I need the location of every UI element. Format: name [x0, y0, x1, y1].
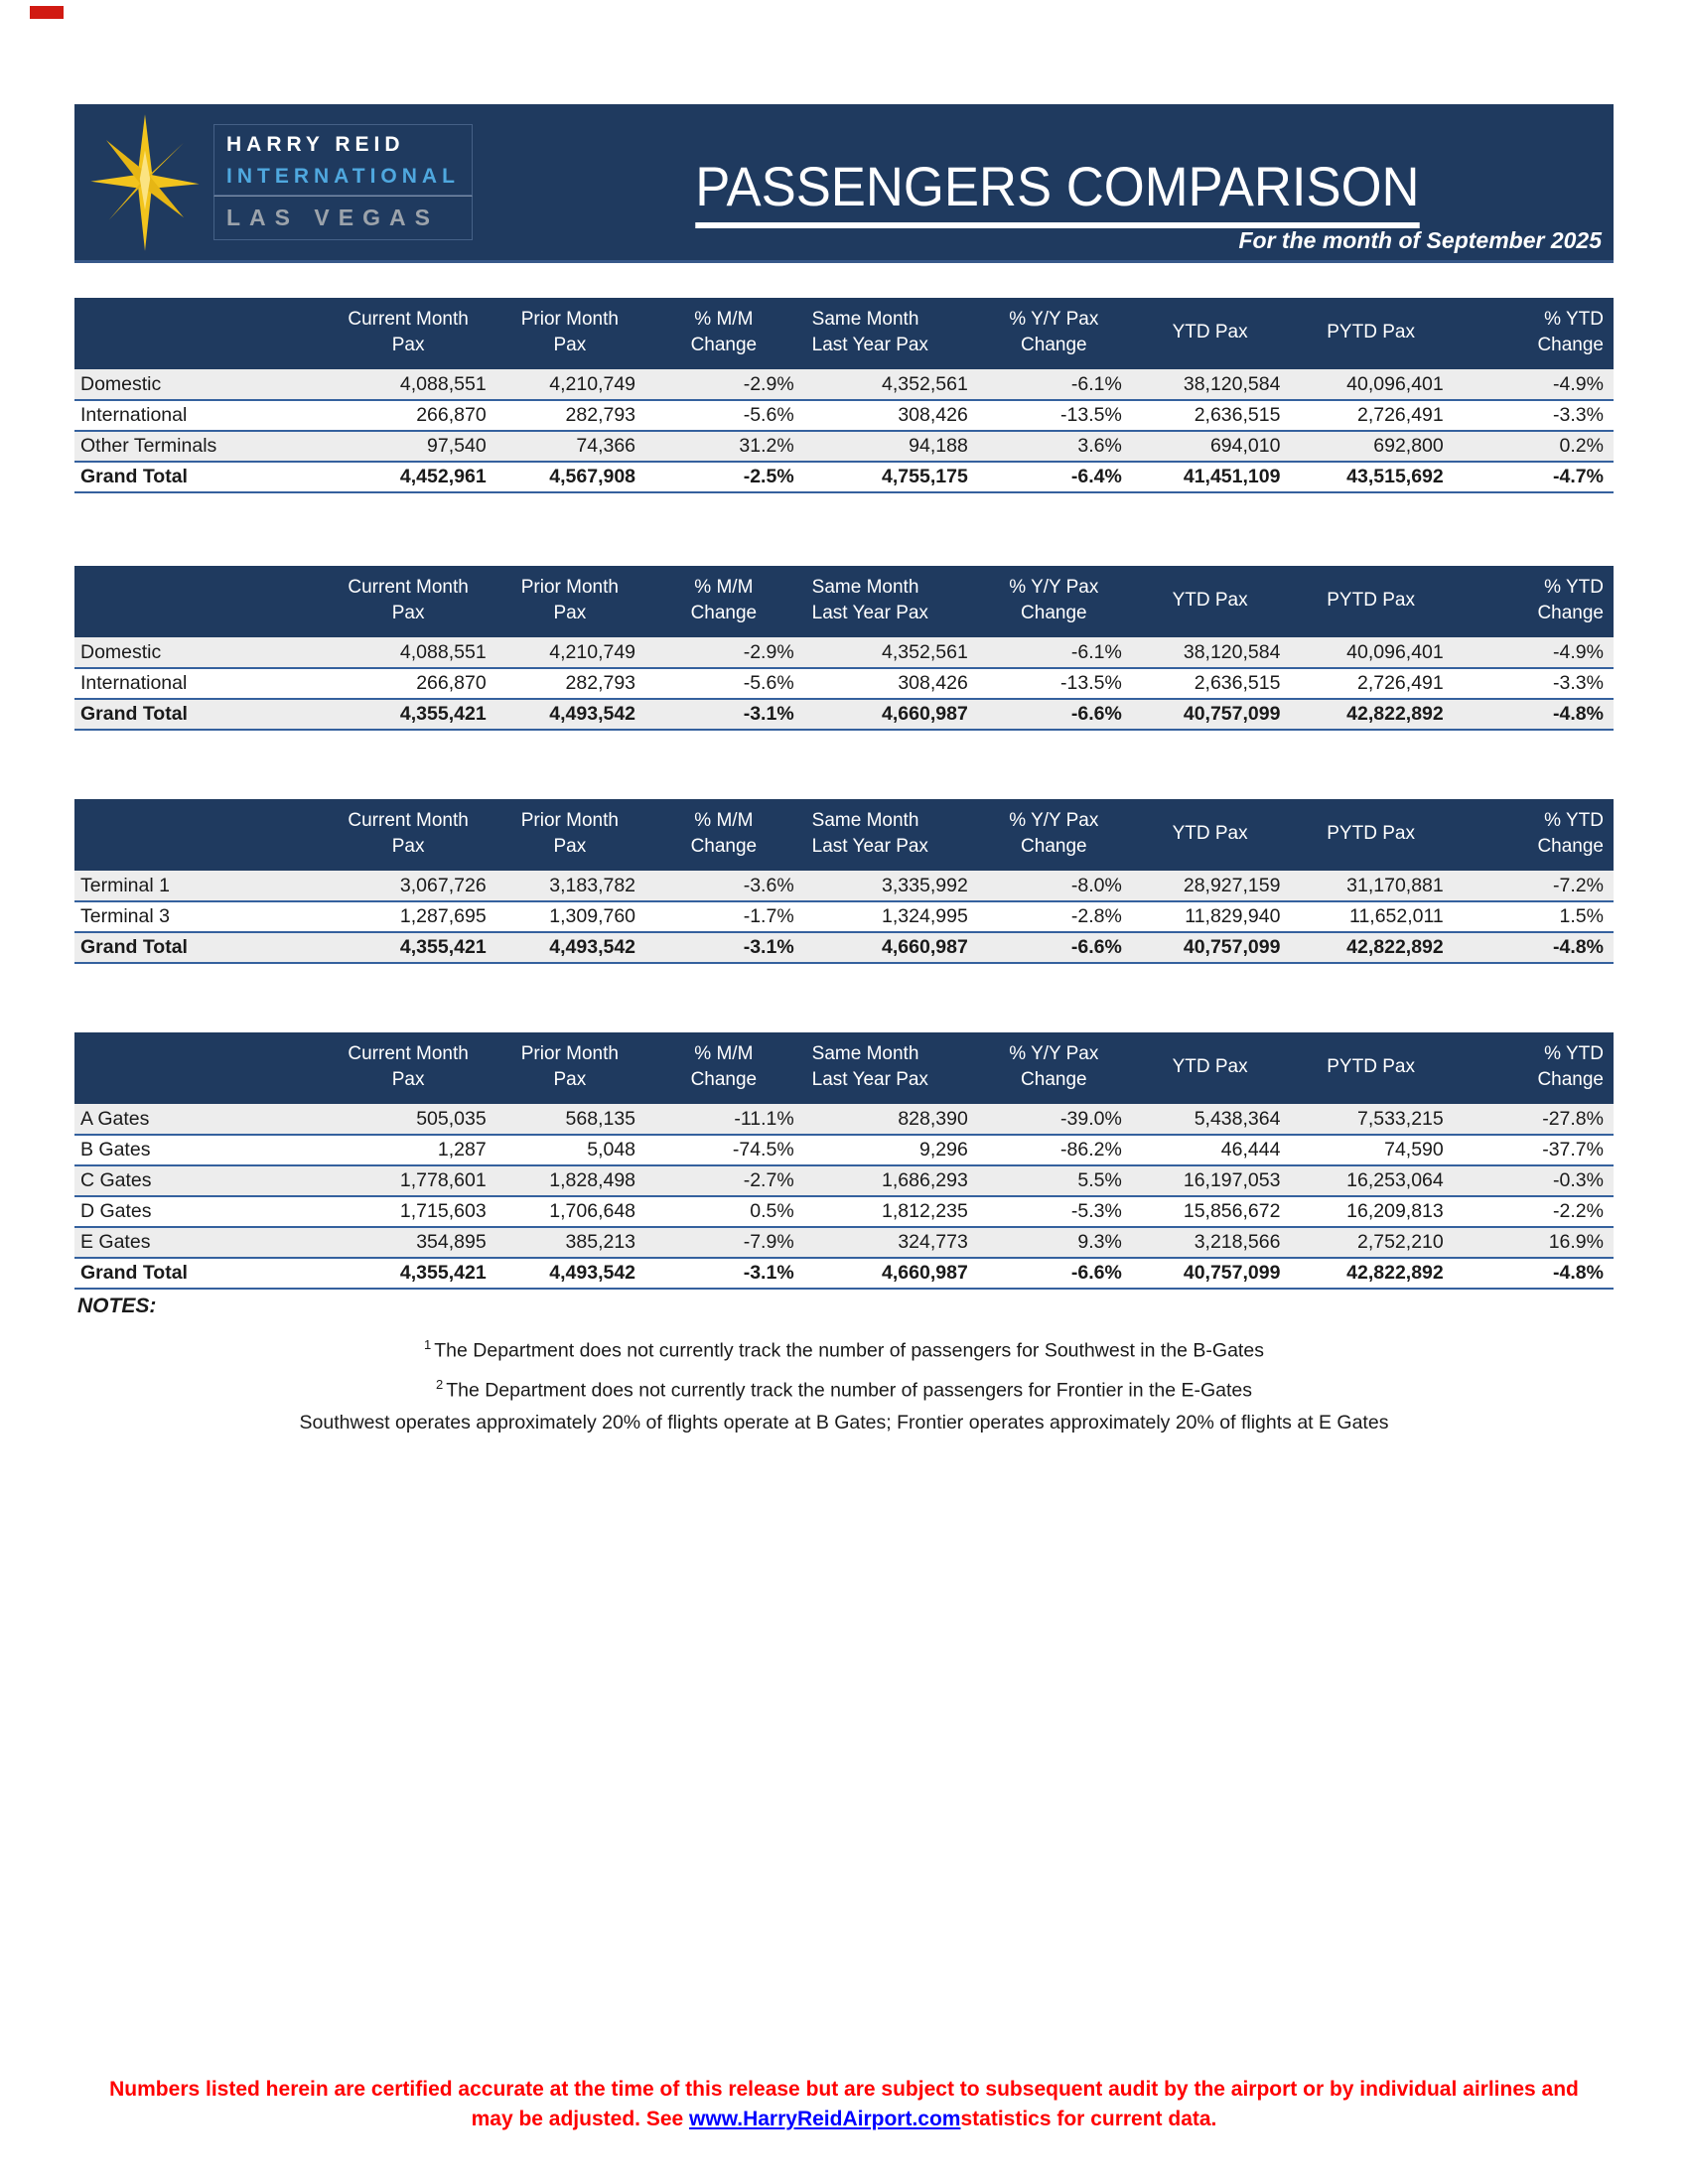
- cell: 4,493,542: [496, 1258, 645, 1289]
- grand-total-row: [74, 462, 1614, 492]
- cell: 4,210,749: [496, 637, 645, 668]
- cell: -74.5%: [645, 1135, 804, 1165]
- row-label: Grand Total: [74, 462, 323, 492]
- notes-label: NOTES:: [77, 1295, 157, 1317]
- row-label: B Gates: [74, 1135, 323, 1165]
- cell: -6.6%: [978, 699, 1132, 730]
- logo-city-box: [213, 196, 473, 240]
- cell: 40,757,099: [1132, 1258, 1291, 1289]
- cell: -4.8%: [1454, 932, 1614, 963]
- column-header: % Y/Y Pax Change: [978, 1032, 1132, 1104]
- cell: -3.1%: [645, 1258, 804, 1289]
- note-line: [74, 1407, 1614, 1439]
- note-superscript: 2: [435, 1376, 444, 1392]
- column-header: % M/M Change: [645, 298, 804, 369]
- cell: 4,355,421: [323, 932, 496, 963]
- column-header: Current Month Pax: [323, 566, 496, 637]
- note-line: [74, 1368, 1614, 1408]
- cell: 40,096,401: [1290, 637, 1453, 668]
- column-header: Same Month Last Year Pax: [804, 1032, 978, 1104]
- column-header: YTD Pax: [1132, 1032, 1291, 1104]
- table-row: [74, 871, 1614, 901]
- cell: 31,170,881: [1290, 871, 1453, 901]
- column-header-blank: [74, 799, 323, 871]
- column-header: % M/M Change: [645, 1032, 804, 1104]
- cell: 3,183,782: [496, 871, 645, 901]
- report-month-subtitle: For the month of September 2025: [1238, 227, 1602, 253]
- cell: 4,755,175: [804, 462, 978, 492]
- cell: 16,197,053: [1132, 1165, 1291, 1196]
- row-label: Grand Total: [74, 699, 323, 730]
- column-header-blank: [74, 298, 323, 369]
- table-row: [74, 637, 1614, 668]
- cell: -4.9%: [1454, 369, 1614, 400]
- cell: 266,870: [323, 400, 496, 431]
- column-header-row: [74, 799, 1614, 871]
- cell: 1,287: [323, 1135, 496, 1165]
- disclaimer-text-pre: Numbers listed herein are certified accurate at the time of this release but are subject to subsequent audit by the airport or by individual airlines and may be adjusted. See: [109, 2078, 1579, 2131]
- cell: 4,660,987: [804, 932, 978, 963]
- cell: 4,355,421: [323, 1258, 496, 1289]
- row-label: Terminal 1: [74, 871, 323, 901]
- cell: 4,088,551: [323, 369, 496, 400]
- row-label: International: [74, 400, 323, 431]
- column-header: PYTD Pax: [1290, 298, 1453, 369]
- table-row: [74, 668, 1614, 699]
- row-label: A Gates: [74, 1104, 323, 1135]
- row-label: E Gates: [74, 1227, 323, 1258]
- cell: -39.0%: [978, 1104, 1132, 1135]
- airport-logo: [74, 108, 501, 257]
- cell: 40,757,099: [1132, 932, 1291, 963]
- cell: -2.5%: [645, 462, 804, 492]
- cell: 11,829,940: [1132, 901, 1291, 932]
- cell: 42,822,892: [1290, 1258, 1453, 1289]
- cell: 16,253,064: [1290, 1165, 1453, 1196]
- cell: 3,218,566: [1132, 1227, 1291, 1258]
- cell: 31.2%: [645, 431, 804, 462]
- cell: 46,444: [1132, 1135, 1291, 1165]
- row-label: Domestic: [74, 637, 323, 668]
- cell: 1,287,695: [323, 901, 496, 932]
- row-label: C Gates: [74, 1165, 323, 1196]
- column-header: % Y/Y Pax Change: [978, 298, 1132, 369]
- cell: -11.1%: [645, 1104, 804, 1135]
- cell: -2.9%: [645, 637, 804, 668]
- cell: 4,567,908: [496, 462, 645, 492]
- cell: -6.1%: [978, 369, 1132, 400]
- cell: 40,757,099: [1132, 699, 1291, 730]
- column-header: Same Month Last Year Pax: [804, 799, 978, 871]
- logo-city-label: LAS VEGAS: [226, 205, 439, 230]
- cell: -13.5%: [978, 400, 1132, 431]
- column-header: % YTD Change: [1454, 1032, 1614, 1104]
- cell: 2,636,515: [1132, 400, 1291, 431]
- cell: -7.2%: [1454, 871, 1614, 901]
- cell: 505,035: [323, 1104, 496, 1135]
- cell: 42,822,892: [1290, 932, 1453, 963]
- cell: -4.9%: [1454, 637, 1614, 668]
- cell: -2.9%: [645, 369, 804, 400]
- cell: 11,652,011: [1290, 901, 1453, 932]
- cell: 5.5%: [978, 1165, 1132, 1196]
- table-row: [74, 1104, 1614, 1135]
- row-label: Terminal 3: [74, 901, 323, 932]
- cell: 4,493,542: [496, 932, 645, 963]
- table-row: [74, 431, 1614, 462]
- column-header: % Y/Y Pax Change: [978, 799, 1132, 871]
- table-domestic-international: [74, 566, 1614, 731]
- cell: -0.3%: [1454, 1165, 1614, 1196]
- table-terminal-1-3: [74, 799, 1614, 964]
- cell: 74,366: [496, 431, 645, 462]
- note-text: The Department does not currently track the number of passengers for Frontier in the E-Gates: [446, 1379, 1253, 1401]
- column-header: Same Month Last Year Pax: [804, 566, 978, 637]
- cell: 16,209,813: [1290, 1196, 1453, 1227]
- cell: 40,096,401: [1290, 369, 1453, 400]
- scan-artifact-mark: [30, 6, 64, 19]
- cell: 1,706,648: [496, 1196, 645, 1227]
- cell: -3.1%: [645, 699, 804, 730]
- table-row: [74, 1227, 1614, 1258]
- cell: 5,048: [496, 1135, 645, 1165]
- row-label: D Gates: [74, 1196, 323, 1227]
- logo-text: [213, 124, 473, 240]
- cell: 41,451,109: [1132, 462, 1291, 492]
- cell: 1,309,760: [496, 901, 645, 932]
- cell: 4,352,561: [804, 637, 978, 668]
- logo-international-label: INTERNATIONAL: [226, 165, 460, 188]
- cell: 28,927,159: [1132, 871, 1291, 901]
- column-header: Current Month Pax: [323, 799, 496, 871]
- cell: 1,812,235: [804, 1196, 978, 1227]
- cell: -8.0%: [978, 871, 1132, 901]
- disclaimer-footer: [109, 2075, 1579, 2135]
- table-row: [74, 901, 1614, 932]
- note-text: Southwest operates approximately 20% of flights operate at B Gates; Frontier operates approximately 20% of flights at E Gates: [299, 1412, 1389, 1433]
- row-label: Domestic: [74, 369, 323, 400]
- column-header: % YTD Change: [1454, 566, 1614, 637]
- cell: 308,426: [804, 400, 978, 431]
- cell: 1,778,601: [323, 1165, 496, 1196]
- cell: 43,515,692: [1290, 462, 1453, 492]
- grand-total-row: [74, 699, 1614, 730]
- cell: 7,533,215: [1290, 1104, 1453, 1135]
- cell: 38,120,584: [1132, 369, 1291, 400]
- cell: 2,752,210: [1290, 1227, 1453, 1258]
- column-header: Prior Month Pax: [496, 298, 645, 369]
- cell: 4,352,561: [804, 369, 978, 400]
- header-band: [74, 104, 1614, 263]
- column-header: PYTD Pax: [1290, 799, 1453, 871]
- cell: 354,895: [323, 1227, 496, 1258]
- cell: 4,210,749: [496, 369, 645, 400]
- column-header: % M/M Change: [645, 799, 804, 871]
- column-header: YTD Pax: [1132, 566, 1291, 637]
- cell: 0.5%: [645, 1196, 804, 1227]
- cell: 4,088,551: [323, 637, 496, 668]
- cell: -3.1%: [645, 932, 804, 963]
- grand-total-row: [74, 932, 1614, 963]
- cell: -37.7%: [1454, 1135, 1614, 1165]
- row-label: Grand Total: [74, 932, 323, 963]
- cell: -3.6%: [645, 871, 804, 901]
- column-header-blank: [74, 566, 323, 637]
- column-header: % YTD Change: [1454, 799, 1614, 871]
- cell: 385,213: [496, 1227, 645, 1258]
- cell: -2.7%: [645, 1165, 804, 1196]
- table-row: [74, 369, 1614, 400]
- note-line: [74, 1328, 1614, 1368]
- column-header-row: [74, 298, 1614, 369]
- column-header: Prior Month Pax: [496, 566, 645, 637]
- column-header: % M/M Change: [645, 566, 804, 637]
- cell: -6.4%: [978, 462, 1132, 492]
- cell: -4.8%: [1454, 1258, 1614, 1289]
- column-header: PYTD Pax: [1290, 1032, 1453, 1104]
- table-gates: [74, 1032, 1614, 1290]
- cell: 3.6%: [978, 431, 1132, 462]
- airport-website-link[interactable]: www.HarryReidAirport.com: [689, 2108, 961, 2131]
- cell: 266,870: [323, 668, 496, 699]
- cell: 324,773: [804, 1227, 978, 1258]
- cell: 5,438,364: [1132, 1104, 1291, 1135]
- cell: 2,726,491: [1290, 400, 1453, 431]
- cell: 4,660,987: [804, 699, 978, 730]
- cell: -7.9%: [645, 1227, 804, 1258]
- column-header: Same Month Last Year Pax: [804, 298, 978, 369]
- cell: 94,188: [804, 431, 978, 462]
- row-label: Other Terminals: [74, 431, 323, 462]
- cell: -27.8%: [1454, 1104, 1614, 1135]
- cell: 828,390: [804, 1104, 978, 1135]
- cell: -6.1%: [978, 637, 1132, 668]
- column-header: Prior Month Pax: [496, 799, 645, 871]
- disclaimer-text-post: statistics for current data.: [960, 2108, 1217, 2131]
- column-header: YTD Pax: [1132, 298, 1291, 369]
- star-logo-icon: [80, 108, 210, 257]
- cell: -3.3%: [1454, 668, 1614, 699]
- cell: 4,355,421: [323, 699, 496, 730]
- cell: 692,800: [1290, 431, 1453, 462]
- cell: 2,726,491: [1290, 668, 1453, 699]
- column-header-blank: [74, 1032, 323, 1104]
- cell: 3,067,726: [323, 871, 496, 901]
- cell: 4,660,987: [804, 1258, 978, 1289]
- column-header: Current Month Pax: [323, 298, 496, 369]
- cell: 4,452,961: [323, 462, 496, 492]
- cell: 4,493,542: [496, 699, 645, 730]
- column-header: % YTD Change: [1454, 298, 1614, 369]
- logo-airport-name: HARRY REID: [226, 133, 405, 156]
- cell: 1,828,498: [496, 1165, 645, 1196]
- cell: 282,793: [496, 668, 645, 699]
- cell: -5.6%: [645, 400, 804, 431]
- cell: 1.5%: [1454, 901, 1614, 932]
- row-label: Grand Total: [74, 1258, 323, 1289]
- cell: 1,686,293: [804, 1165, 978, 1196]
- note-text: The Department does not currently track the number of passengers for Southwest in the B-Gates: [434, 1339, 1264, 1362]
- table-row: [74, 1196, 1614, 1227]
- note-superscript: 1: [424, 1337, 432, 1352]
- column-header-row: [74, 566, 1614, 637]
- cell: 97,540: [323, 431, 496, 462]
- cell: 694,010: [1132, 431, 1291, 462]
- grand-total-row: [74, 1258, 1614, 1289]
- cell: -4.7%: [1454, 462, 1614, 492]
- table-row: [74, 400, 1614, 431]
- column-header: YTD Pax: [1132, 799, 1291, 871]
- cell: 568,135: [496, 1104, 645, 1135]
- notes-section: [74, 1328, 1614, 1439]
- column-header: Prior Month Pax: [496, 1032, 645, 1104]
- cell: -4.8%: [1454, 699, 1614, 730]
- cell: -5.6%: [645, 668, 804, 699]
- cell: 38,120,584: [1132, 637, 1291, 668]
- cell: 1,715,603: [323, 1196, 496, 1227]
- row-label: International: [74, 668, 323, 699]
- cell: 74,590: [1290, 1135, 1453, 1165]
- table-row: [74, 1135, 1614, 1165]
- cell: 9.3%: [978, 1227, 1132, 1258]
- title-zone: [501, 136, 1614, 228]
- table-domestic-international-other: [74, 298, 1614, 493]
- cell: -13.5%: [978, 668, 1132, 699]
- table-row: [74, 1165, 1614, 1196]
- cell: -2.2%: [1454, 1196, 1614, 1227]
- cell: -2.8%: [978, 901, 1132, 932]
- column-header: Current Month Pax: [323, 1032, 496, 1104]
- cell: 0.2%: [1454, 431, 1614, 462]
- cell: -1.7%: [645, 901, 804, 932]
- cell: -5.3%: [978, 1196, 1132, 1227]
- cell: 1,324,995: [804, 901, 978, 932]
- cell: -6.6%: [978, 932, 1132, 963]
- cell: 16.9%: [1454, 1227, 1614, 1258]
- cell: 3,335,992: [804, 871, 978, 901]
- cell: 2,636,515: [1132, 668, 1291, 699]
- cell: 282,793: [496, 400, 645, 431]
- cell: -6.6%: [978, 1258, 1132, 1289]
- cell: -3.3%: [1454, 400, 1614, 431]
- cell: 42,822,892: [1290, 699, 1453, 730]
- column-header: PYTD Pax: [1290, 566, 1453, 637]
- cell: -86.2%: [978, 1135, 1132, 1165]
- column-header: % Y/Y Pax Change: [978, 566, 1132, 637]
- page-title: PASSENGERS COMPARISON: [695, 158, 1419, 228]
- cell: 308,426: [804, 668, 978, 699]
- logo-name-box: [213, 124, 473, 196]
- cell: 15,856,672: [1132, 1196, 1291, 1227]
- column-header-row: [74, 1032, 1614, 1104]
- cell: 9,296: [804, 1135, 978, 1165]
